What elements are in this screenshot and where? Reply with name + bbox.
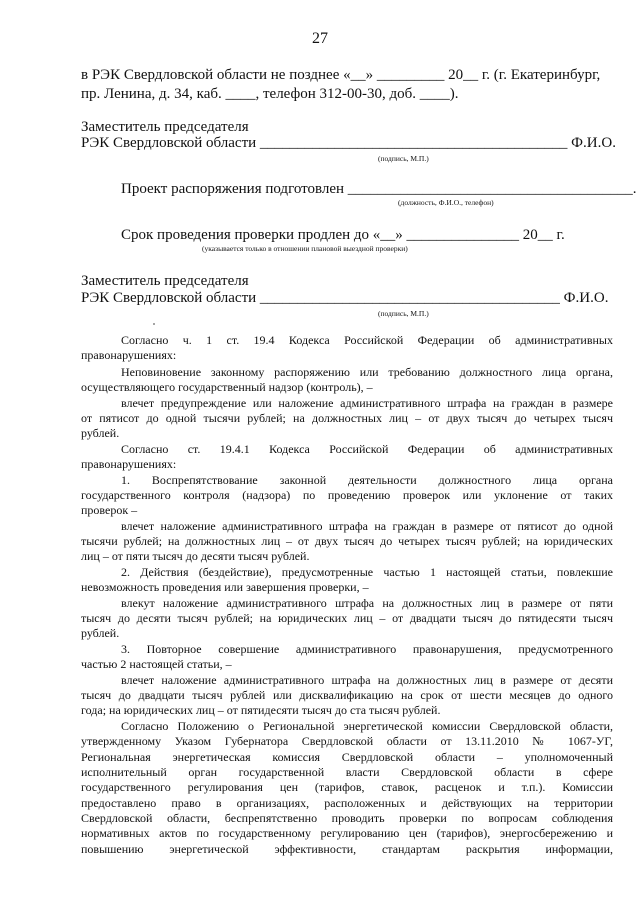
signature2-hint: (подпись, М.П.) bbox=[378, 309, 429, 318]
body-line: Неповиновение законному распоряжению или требованию должностного лица органа, bbox=[121, 365, 613, 379]
body-line: рублей. bbox=[81, 626, 120, 640]
body-line: проверок – bbox=[81, 503, 138, 517]
body-line: Согласно ч. 1 ст. 19.4 Кодекса Российской Федерации об административных bbox=[121, 333, 613, 347]
body-line: правонарушениях: bbox=[81, 457, 177, 471]
body-line: тысяч до десяти тысяч рублей; на юридических лиц – от двадцати тысяч до пятидесяти тысяч bbox=[81, 611, 613, 625]
body-line: влечет наложение административного штрафа на граждан в размере от пятисот до одной bbox=[121, 519, 613, 533]
signature1-hint: (подпись, М.П.) bbox=[378, 154, 429, 163]
extension-line: Срок проведения проверки продлен до «__» _______________ 20__ г. bbox=[121, 227, 565, 243]
header-line-1: в РЭК Свердловской области не позднее «__» _________ 20__ г. (г. Екатеринбург, bbox=[81, 67, 601, 83]
draft-prepared-line: Проект распоряжения подготовлен ______________________________________. bbox=[121, 181, 637, 197]
body-line: повышению энергетической эффективности, стандартам раскрытия информации, bbox=[81, 842, 613, 856]
draft-hint: (должность, Ф.И.О., телефон) bbox=[398, 198, 494, 207]
signature1-line: РЭК Свердловской области _________________________________________ Ф.И.О. bbox=[81, 135, 616, 151]
body-line: невозможность проведения или завершения проверки, – bbox=[81, 580, 369, 594]
body-line: 1. Воспрепятствование законной деятельности должностного лица органа bbox=[121, 473, 613, 487]
signature1-title: Заместитель председателя bbox=[81, 119, 249, 135]
body-line: лиц – от пяти тысяч до десяти тысяч рублей. bbox=[81, 549, 310, 563]
page-number: 27 bbox=[312, 30, 328, 47]
body-line: 2. Действия (бездействие), предусмотренные частью 1 настоящей статьи, повлекшие bbox=[121, 565, 613, 579]
body-line: влекут наложение административного штрафа на должностных лиц в размере от пяти bbox=[121, 596, 613, 610]
body-line: рублей. bbox=[81, 426, 120, 440]
extension-hint: (указывается только в отношении плановой выездной проверки) bbox=[202, 244, 408, 253]
body-line: исполнительный орган государственной власти Свердловской области в сфере bbox=[81, 765, 613, 779]
stray-mark bbox=[153, 323, 155, 325]
body-line: государственного контроля (надзора) по проведению проверок или уклонение от таких bbox=[81, 488, 613, 502]
body-line: частью 2 настоящей статьи, – bbox=[81, 657, 232, 671]
signature2-title: Заместитель председателя bbox=[81, 273, 249, 289]
body-line: предоставлено право в организациях, расположенных и действующих на территории bbox=[81, 796, 613, 810]
body-line: тысяч до двадцати тысяч рублей или дисквалификацию на срок от шести месяцев до одного bbox=[81, 688, 613, 702]
body-line: влечет предупреждение или наложение административного штрафа на граждан в размере bbox=[121, 396, 613, 410]
body-line: влечет наложение административного штрафа на должностных лиц в размере от десяти bbox=[121, 673, 613, 687]
body-line: 3. Повторное совершение административного правонарушения, предусмотренного bbox=[121, 642, 613, 656]
body-line: утвержденному Указом Губернатора Свердловской области от 13.11.2010 № 1067-УГ, bbox=[81, 734, 613, 748]
body-line: тысячи рублей; на должностных лиц – от двух тысяч до четырех тысяч рублей; на юридических bbox=[81, 534, 613, 548]
body-line: правонарушениях: bbox=[81, 348, 177, 362]
body-line: нормативных актов по государственному регулированию цен (тарифов), энергосбережению и bbox=[81, 826, 613, 840]
body-line: осуществляющего государственный надзор (контроль), – bbox=[81, 380, 373, 394]
body-line: Свердловской области, беспрепятственно проводить проверки по вопросам соблюдения bbox=[81, 811, 613, 825]
body-line: государственного регулирования цен (тарифов, ставок, расценок и т.п.). Комиссии bbox=[81, 780, 613, 794]
body-line: от пятисот до одной тысячи рублей; на должностных лиц – от двух тысяч до четырех тысяч bbox=[81, 411, 613, 425]
body-line: Согласно Положению о Региональной энергетической комиссии Свердловской области, bbox=[121, 719, 613, 733]
body-line: Согласно ст. 19.4.1 Кодекса Российской Федерации об административных bbox=[121, 442, 613, 456]
header-line-2: пр. Ленина, д. 34, каб. ____, телефон 312-00-30, доб. ____). bbox=[81, 86, 459, 102]
signature2-line: РЭК Свердловской области ________________________________________ Ф.И.О. bbox=[81, 290, 609, 306]
body-line: Региональная энергетическая комиссия Свердловской области – уполномоченный bbox=[81, 750, 613, 764]
body-line: года; на юридических лиц – от пятидесяти тысяч до ста тысяч рублей. bbox=[81, 703, 441, 717]
